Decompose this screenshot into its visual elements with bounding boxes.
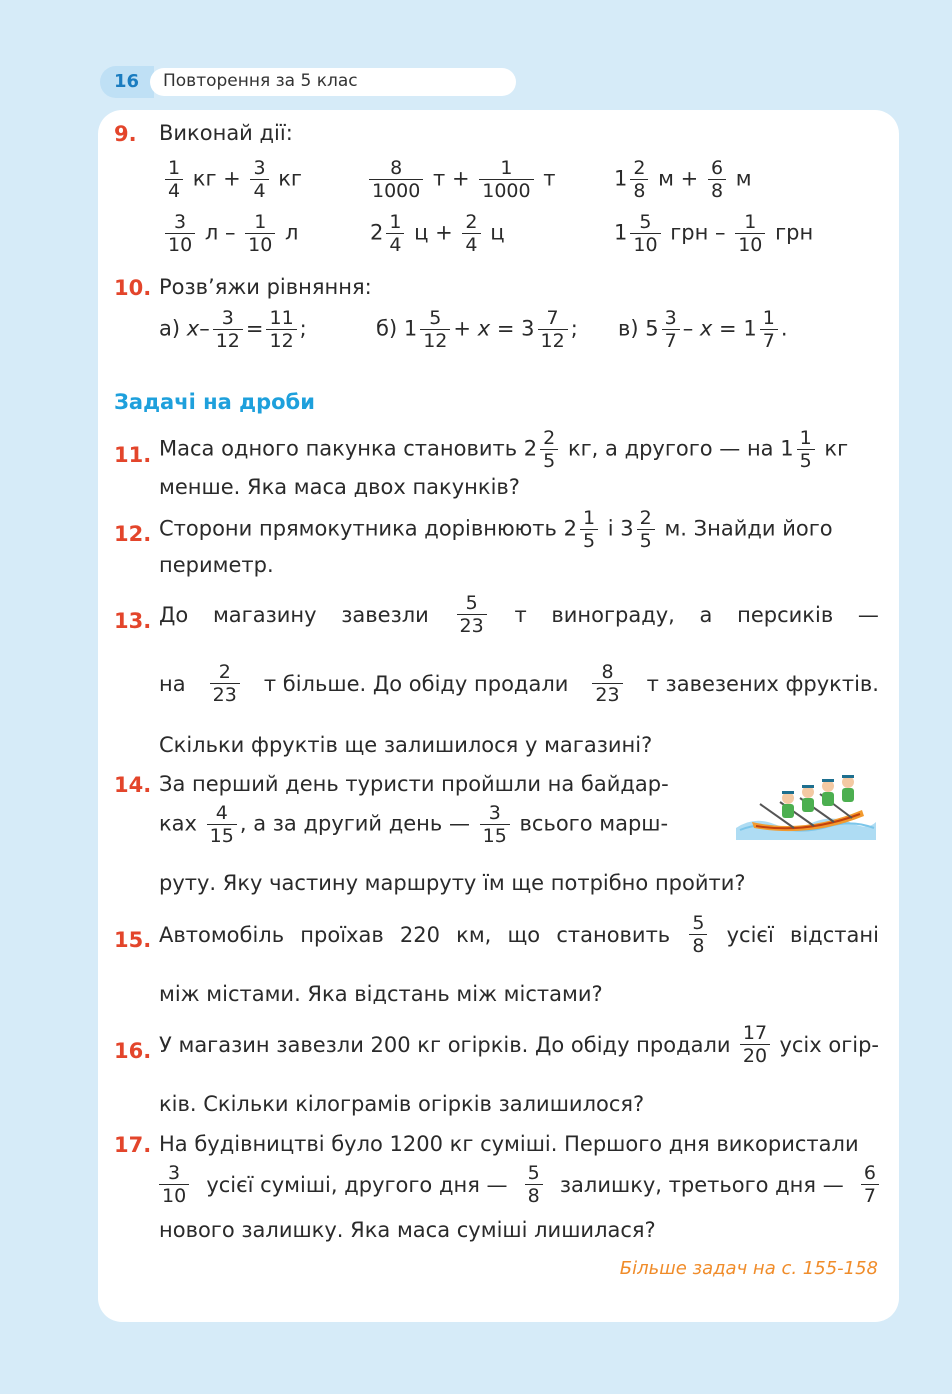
task-12-line2: периметр.: [159, 553, 274, 577]
section-heading-problems: Задачі на дроби: [114, 390, 315, 414]
fraction: $\frac{2}{8}$: [630, 157, 648, 202]
task-10-number: 10.: [114, 276, 152, 300]
task-13-line3: Скільки фруктів ще залишилося у магазині?: [159, 733, 653, 757]
fraction: $\frac{6}{7}$: [861, 1162, 879, 1207]
fraction: $\frac{5}{12}$: [420, 307, 450, 352]
task-16-line2: ків. Скільки кілограмів огірків залишилося?: [159, 1092, 645, 1116]
fraction: $\frac{5}{23}$: [457, 592, 487, 637]
task-10-equation-b: б) 1 $\frac{5}{12}$ + x = 3 $\frac{7}{12}$ ;: [376, 307, 578, 352]
fraction: $\frac{2}{23}$: [210, 661, 240, 706]
task-14-line3: руту. Яку частину маршруту їм ще потрібно пройти?: [159, 871, 746, 895]
task-10-equation-a: а) x– $\frac{3}{12}$ = $\frac{11}{12}$ ;: [159, 307, 307, 352]
task-9-title: Виконай дії:: [159, 121, 293, 145]
task-11-line1: Маса одного пакунка становить 2 $\frac{2}{5}$ кг, а другого — на 1 $\frac{1}{5}$ кг: [159, 427, 849, 472]
fraction: $\frac{4}{15}$: [207, 802, 237, 847]
task-13-line1: До магазину завезли $\frac{5}{23}$ т винограду, а персиків —: [159, 592, 879, 637]
more-problems-link[interactable]: Більше задач на с. 155-158: [619, 1258, 878, 1279]
fraction: $\frac{7}{12}$: [538, 307, 568, 352]
page-header: [100, 66, 420, 98]
fraction: $\frac{5}{8}$: [689, 912, 707, 957]
fraction: $\frac{1}{5}$: [797, 427, 815, 472]
fraction: $\frac{1}{4}$: [165, 157, 183, 202]
fraction: $\frac{2}{5}$: [540, 427, 558, 472]
section-title: Повторення за 5 клас: [163, 71, 358, 91]
task-9-expr-e: 2 $\frac{1}{4}$ ц + $\frac{2}{4}$ ц: [370, 211, 505, 256]
fraction: $\frac{5}{10}$: [630, 211, 660, 256]
fraction: $\frac{3}{10}$: [159, 1162, 189, 1207]
task-11-line2: менше. Яка маса двох пакунків?: [159, 475, 520, 499]
task-13-number: 13.: [114, 609, 152, 633]
task-17-line2: $\frac{3}{10}$ усієї суміші, другого дня — $\frac{5}{8}$ залишку, третього дня — $\frac{6}{7}$: [159, 1162, 879, 1207]
fraction: $\frac{3}{10}$: [165, 211, 195, 256]
task-15-line1: Автомобіль проїхав 220 км, що становить $\frac{5}{8}$ усієї відстані: [159, 912, 879, 957]
fraction: $\frac{8}{23}$: [592, 661, 622, 706]
task-15-number: 15.: [114, 928, 152, 952]
fraction: $\frac{3}{15}$: [480, 802, 510, 847]
fraction: $\frac{5}{8}$: [525, 1162, 543, 1207]
task-9-number: 9.: [114, 122, 137, 146]
fraction: $\frac{1}{10}$: [245, 211, 275, 256]
task-17-number: 17.: [114, 1133, 152, 1157]
task-10-equation-c: в) 5 $\frac{3}{7}$ – x = 1 $\frac{1}{7}$ .: [618, 307, 788, 352]
task-10-title: Розв’яжи рівняння:: [159, 275, 372, 299]
fraction: $\frac{2}{5}$: [637, 507, 655, 552]
task-17-line1: На будівництві було 1200 кг суміші. Першого дня використали: [159, 1132, 859, 1156]
fraction: $\frac{1}{5}$: [580, 507, 598, 552]
task-14-line1: За перший день туристи пройшли на байдар-: [159, 772, 669, 796]
task-16-line1: У магазин завезли 200 кг огірків. До обіду продали $\frac{17}{20}$ усіх огір-: [159, 1022, 879, 1067]
fraction: $\frac{6}{8}$: [708, 157, 726, 202]
task-12-number: 12.: [114, 522, 152, 546]
fraction: $\frac{3}{4}$: [250, 157, 268, 202]
fraction: $\frac{11}{12}$: [266, 307, 296, 352]
task-9-expr-a: $\frac{1}{4}$ кг + $\frac{3}{4}$ кг: [162, 157, 302, 202]
fraction: $\frac{1}{10}$: [735, 211, 765, 256]
fraction: $\frac{2}{4}$: [462, 211, 480, 256]
task-14-line2: ках $\frac{4}{15}$ , а за другий день — $\frac{3}{15}$ всього марш-: [159, 802, 669, 847]
fraction: $\frac{3}{12}$: [213, 307, 243, 352]
page-number: 16: [114, 71, 140, 92]
task-9-expr-f: 1 $\frac{5}{10}$ грн – $\frac{1}{10}$ грн: [614, 211, 814, 256]
fraction: $\frac{8}{1000}$: [369, 157, 423, 202]
task-17-line3: нового залишку. Яка маса суміші лишилася?: [159, 1218, 656, 1242]
task-12-line1: Сторони прямокутника дорівнюють 2 $\frac{1}{5}$ і 3 $\frac{2}{5}$ м. Знайди його: [159, 507, 833, 552]
task-11-number: 11.: [114, 443, 152, 467]
kayak-rowers-illustration: [734, 770, 878, 842]
fraction: $\frac{3}{7}$: [662, 307, 680, 352]
task-9-expr-d: $\frac{3}{10}$ л – $\frac{1}{10}$ л: [162, 211, 298, 256]
fraction: $\frac{1}{4}$: [386, 211, 404, 256]
fraction: $\frac{17}{20}$: [740, 1022, 770, 1067]
task-9-expr-c: 1 $\frac{2}{8}$ м + $\frac{6}{8}$ м: [614, 157, 752, 202]
fraction: $\frac{1}{7}$: [760, 307, 778, 352]
task-9-expr-b: $\frac{8}{1000}$ т + $\frac{1}{1000}$ т: [366, 157, 556, 202]
task-16-number: 16.: [114, 1039, 152, 1063]
task-13-line2: на $\frac{2}{23}$ т більше. До обіду продали $\frac{8}{23}$ т завезених фруктів.: [159, 661, 879, 706]
task-15-line2: між містами. Яка відстань між містами?: [159, 982, 603, 1006]
task-14-number: 14.: [114, 773, 152, 797]
fraction: $\frac{1}{1000}$: [479, 157, 533, 202]
